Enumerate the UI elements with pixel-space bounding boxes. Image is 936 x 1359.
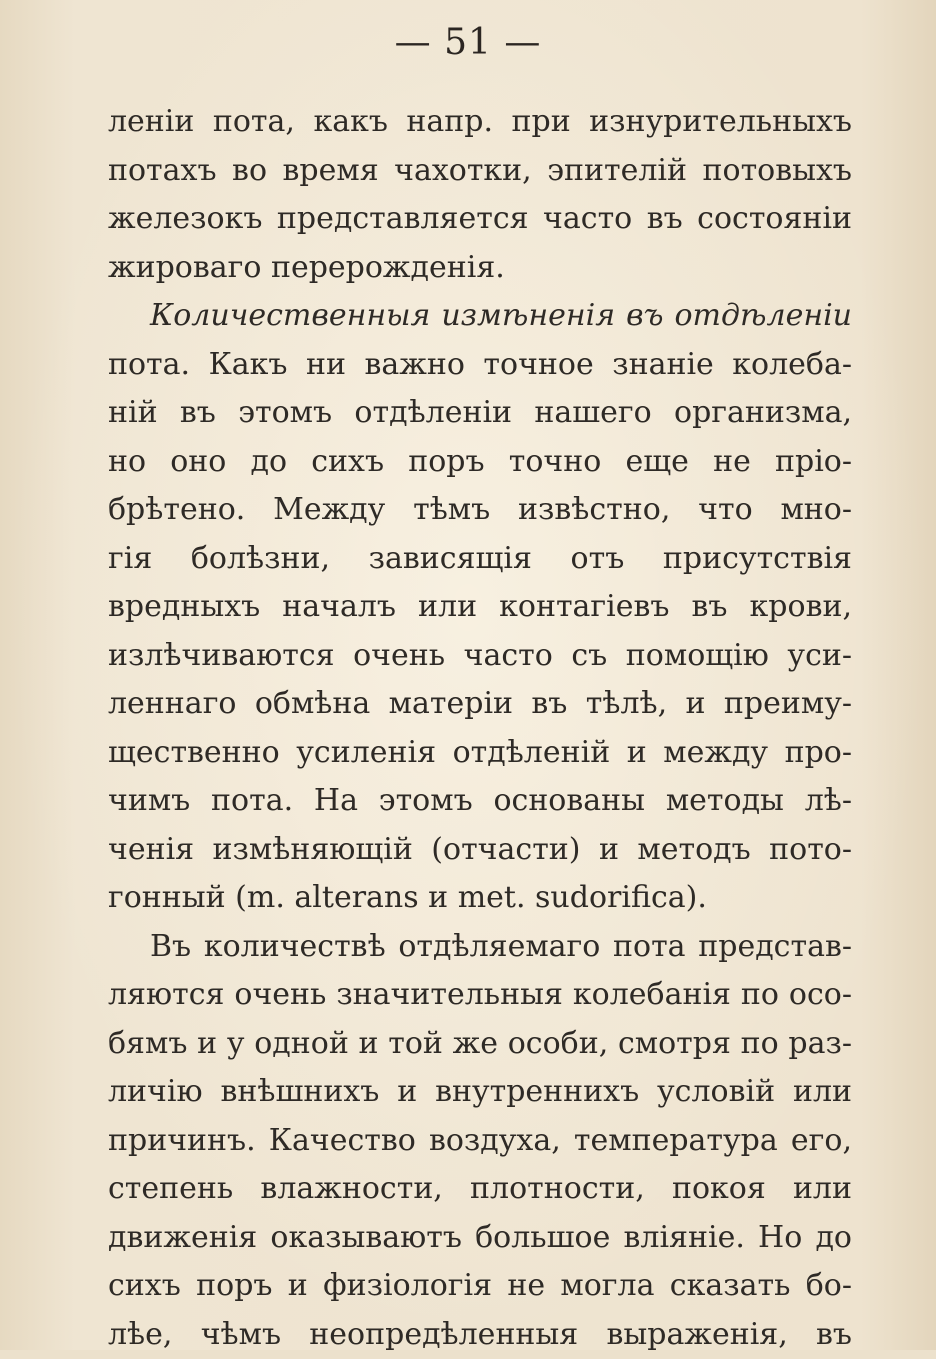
text-line: Въ количествѣ отдѣляемаго пота представ- bbox=[108, 923, 852, 972]
text-line: но оно до сихъ поръ точно еще не прiо- bbox=[108, 438, 852, 487]
text-line: излѣчиваются очень часто съ помощiю уси- bbox=[108, 632, 852, 681]
text-line: леннаго обмѣна матерiи въ тѣлѣ, и преиму- bbox=[108, 680, 852, 729]
text-line: брѣтено. Между тѣмъ извѣстно, что мно- bbox=[108, 486, 852, 535]
body-text bbox=[108, 98, 852, 1359]
text-line: причинъ. Качество воздуха, температура его, bbox=[108, 1117, 852, 1166]
text-line: щественно усиленiя отдѣленiй и между про- bbox=[108, 729, 852, 778]
text-line: жироваго перерожденiя. bbox=[108, 244, 852, 293]
text-line: ляются очень значительныя колебанiя по осо- bbox=[108, 971, 852, 1020]
text-line: нiй въ этомъ отдѣленiи нашего организма, bbox=[108, 389, 852, 438]
text-line: бямъ и у одной и той же особи, смотря по раз- bbox=[108, 1020, 852, 1069]
text-line: вредныхъ началъ или контагiевъ въ крови, bbox=[108, 583, 852, 632]
italic-heading: Количественныя измѣненiя въ отдѣленiи bbox=[150, 298, 852, 333]
text-line: личiю внѣшнихъ и внутреннихъ условiй или bbox=[108, 1068, 852, 1117]
text-line: степень влажности, плотности, покоя или bbox=[108, 1165, 852, 1214]
text-line: движенiя оказываютъ большое влiянiе. Но до bbox=[108, 1214, 852, 1263]
text-line: ленiи пота, какъ напр. при изнурительныхъ bbox=[108, 98, 852, 147]
text-line: гiя болѣзни, зависящiя отъ присутствiя bbox=[108, 535, 852, 584]
text-line: ченiя измѣняющiй (отчасти) и методъ пото- bbox=[108, 826, 852, 875]
text-line: гонный (m. alterans и met. sudorifica). bbox=[108, 874, 852, 923]
text-line: лѣе, чѣмъ неопредѣленныя выраженiя, въ bbox=[108, 1311, 852, 1359]
text-line: пота. Какъ ни важно точное знанiе колеба- bbox=[108, 341, 852, 390]
text-line: сихъ поръ и физiологiя не могла сказать бо- bbox=[108, 1262, 852, 1311]
page-number: — 51 — bbox=[0, 22, 936, 63]
text-line bbox=[108, 292, 852, 341]
text-line: чимъ пота. На этомъ основаны методы лѣ- bbox=[108, 777, 852, 826]
text-line: потахъ во время чахотки, эпителiй потовыхъ bbox=[108, 147, 852, 196]
text-line: железокъ представляется часто въ состоянiи bbox=[108, 195, 852, 244]
